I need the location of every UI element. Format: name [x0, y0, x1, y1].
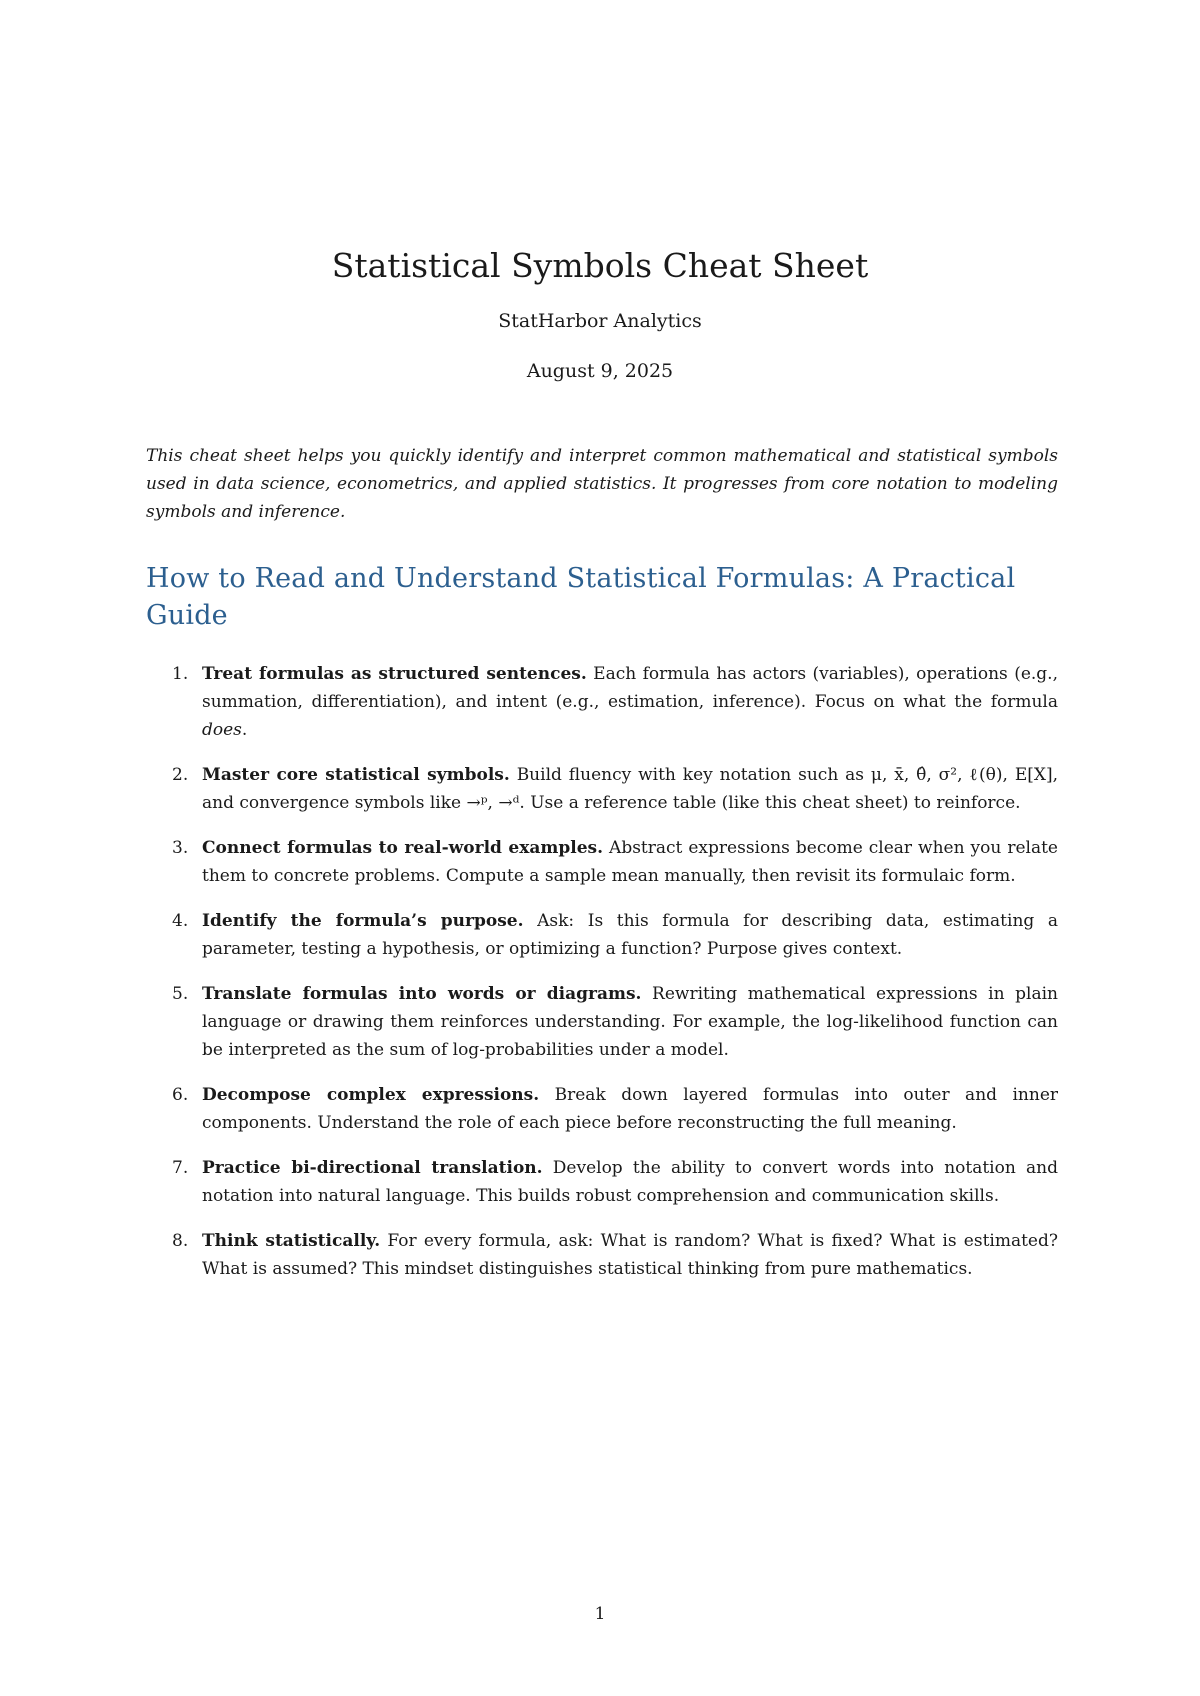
- list-item-lead: Master core statistical symbols.: [202, 765, 510, 785]
- guide-list: [146, 660, 1058, 1300]
- list-item: [146, 1081, 1058, 1137]
- list-item-lead: Treat formulas as structured sentences.: [202, 664, 587, 684]
- list-item-text: Build fluency with key notation such as μ, x̄, θ̂, σ², ℓ(θ), E[X], and convergence symbols like →ᵖ, →ᵈ. Use a reference table (like this cheat sheet) to reinforce.: [202, 765, 1059, 813]
- document-author: StatHarbor Analytics: [498, 310, 702, 332]
- list-item-lead: Practice bi-directional translation.: [202, 1158, 543, 1178]
- list-item: [146, 660, 1058, 744]
- list-item-number: 5.: [172, 984, 189, 1004]
- list-item-text: Abstract expressions become clear when you relate them to concrete problems. Compute a sample mean manually, then revisit its formulaic form.: [202, 838, 1058, 886]
- list-item: [146, 1154, 1058, 1210]
- list-item-number: 4.: [172, 911, 189, 931]
- list-item: [146, 761, 1058, 817]
- list-item-number: 3.: [172, 838, 189, 858]
- list-item: [146, 907, 1058, 963]
- abstract: This cheat sheet helps you quickly identify and interpret common mathematical and statistical symbols used in data science, econometrics, and applied statistics. It progresses from core notation to modeling symbols and inference.: [146, 446, 1058, 522]
- list-item-text: For every formula, ask: What is random? What is fixed? What is estimated? What is assumed? This mindset distinguishes statistical thinking from pure mathematics.: [202, 1231, 1058, 1279]
- list-item-text: Each formula has actors (variables), operations (e.g., summation, differentiation), and intent (e.g., estimation, inference). Focus on what the formula: [202, 664, 1058, 712]
- list-item-number: 2.: [172, 765, 189, 785]
- list-item-text: Ask: Is this formula for describing data, estimating a parameter, testing a hypothesis, or optimizing a function? Purpose gives context.: [202, 911, 1059, 959]
- page-number: 1: [594, 1604, 606, 1624]
- list-item-number: 1.: [172, 664, 189, 684]
- list-item-text: Break down layered formulas into outer and inner components. Understand the role of each piece before reconstructing the full meaning.: [202, 1085, 1059, 1133]
- list-item-lead: Think statistically.: [202, 1231, 381, 1251]
- document-date: August 9, 2025: [526, 360, 674, 382]
- list-item-number: 6.: [172, 1085, 189, 1105]
- list-item-lead: Identify the formula’s purpose.: [202, 911, 524, 931]
- list-item: [146, 1227, 1058, 1283]
- list-item-text: Develop the ability to convert words into notation and notation into natural language. This builds robust comprehension and communication skills.: [202, 1158, 1058, 1206]
- list-item-lead: Connect formulas to real-world examples.: [202, 838, 604, 858]
- list-item-lead: Decompose complex expressions.: [202, 1085, 540, 1105]
- list-item-text: Rewriting mathematical expressions in plain language or drawing them reinforces understanding. For example, the log-likelihood function can be interpreted as the sum of log-probabilities under a model.: [202, 984, 1059, 1060]
- list-item-emphasis: does: [202, 720, 242, 740]
- list-item-lead: Translate formulas into words or diagrams.: [202, 984, 642, 1004]
- section-heading: How to Read and Understand Statistical Formulas: A Practical Guide: [146, 563, 1016, 631]
- list-item-number: 7.: [172, 1158, 189, 1178]
- list-item: [146, 834, 1058, 890]
- list-item-tail: .: [241, 720, 248, 740]
- document-title: Statistical Symbols Cheat Sheet: [331, 246, 869, 286]
- list-item-number: 8.: [172, 1231, 189, 1251]
- list-item: [146, 980, 1058, 1064]
